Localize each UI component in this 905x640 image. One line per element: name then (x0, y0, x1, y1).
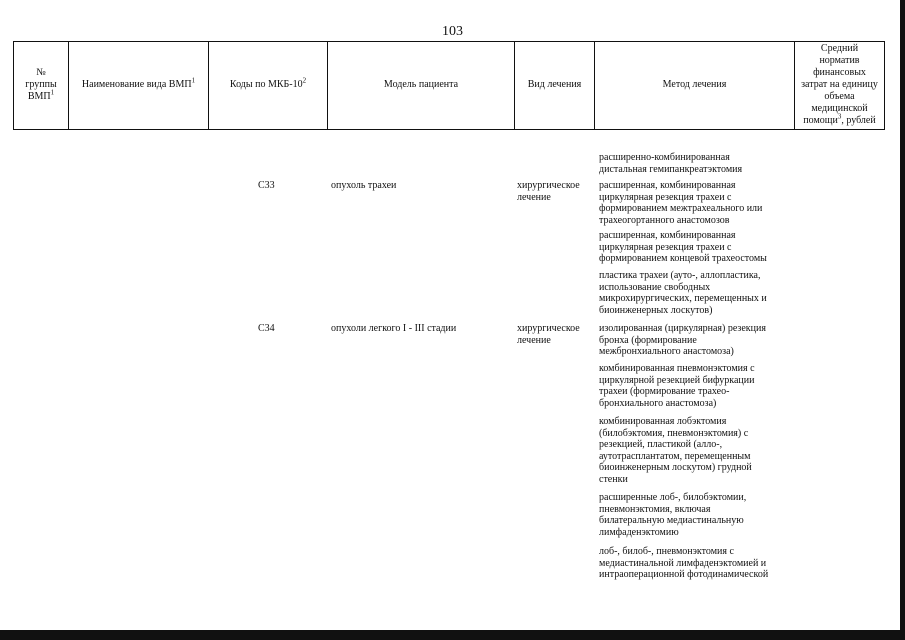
header-treatment-type: Вид лечения (527, 79, 582, 90)
icd-code: C34 (258, 323, 275, 334)
method-entry: расширенная, комбинированная циркулярная резекция трахеи с формированием межтрахеального или трахеогортанного анастомозов (599, 180, 763, 226)
method-entry: расширенные лоб-, билобэктомии, пневмонэктомия, включая билатеральную медиастинальную лимфаденэктомию (599, 492, 747, 538)
treatment-type: хирургическое лечение (517, 323, 580, 346)
header-group-number: № группы ВМП$^1$ (25, 67, 57, 102)
header-average-cost: Средний норматив финансовых затрат на единицу объема медицинской помощи$^3$, рублей (801, 43, 878, 126)
scan-bottom-band (0, 630, 905, 640)
header-divider (884, 41, 885, 130)
header-bottom-border (13, 129, 885, 130)
page-number: 103 (442, 24, 463, 39)
method-entry: пластика трахеи (ауто-, аллопластика, использование свободных микрохирургических, перемещенных и биоинженерных лоскутов) (599, 270, 767, 316)
treatment-type: хирургическое лечение (517, 180, 580, 203)
method-entry: комбинированная лобэктомия (билобэктомия, пневмонэктомия) с резекцией, пластикой (алло-, аутотрасплантатом, перемещенным биоинженерным лоскутом) грудной стенки (599, 416, 752, 485)
method-entry: расширенная, комбинированная циркулярная резекция трахеи с формированием концевой трахеостомы (599, 230, 767, 264)
method-entry: изолированная (циркулярная) резекция бронха (формирование межбронхиального анастомоза) (599, 323, 766, 357)
header-patient-model: Модель пациента (383, 79, 459, 90)
header-vmp-name: Наименование вида ВМП$^1$ (81, 76, 196, 90)
patient-model: опухоль трахеи (331, 180, 397, 191)
scan-edge (900, 0, 905, 640)
icd-code: C33 (258, 180, 275, 191)
header-icd-codes: Коды по МКБ-$10^2$ (229, 76, 307, 90)
patient-model: опухоли легкого I - III стадии (331, 323, 457, 334)
method-entry: расширенно-комбинированная дистальная гемипанкреатэктомия (599, 152, 743, 175)
method-entry: комбинированная пневмонэктомия с циркулярной резекцией бифуркации трахеи (формирование трахео- бронхиального анастомоза) (599, 363, 755, 409)
header-treatment-method: Метод лечения (662, 79, 727, 90)
method-entry: лоб-, билоб-, пневмонэктомия с медиастинальной лимфаденэктомией и интраоперационной фотодинамической (599, 546, 769, 580)
table-header (13, 41, 885, 129)
